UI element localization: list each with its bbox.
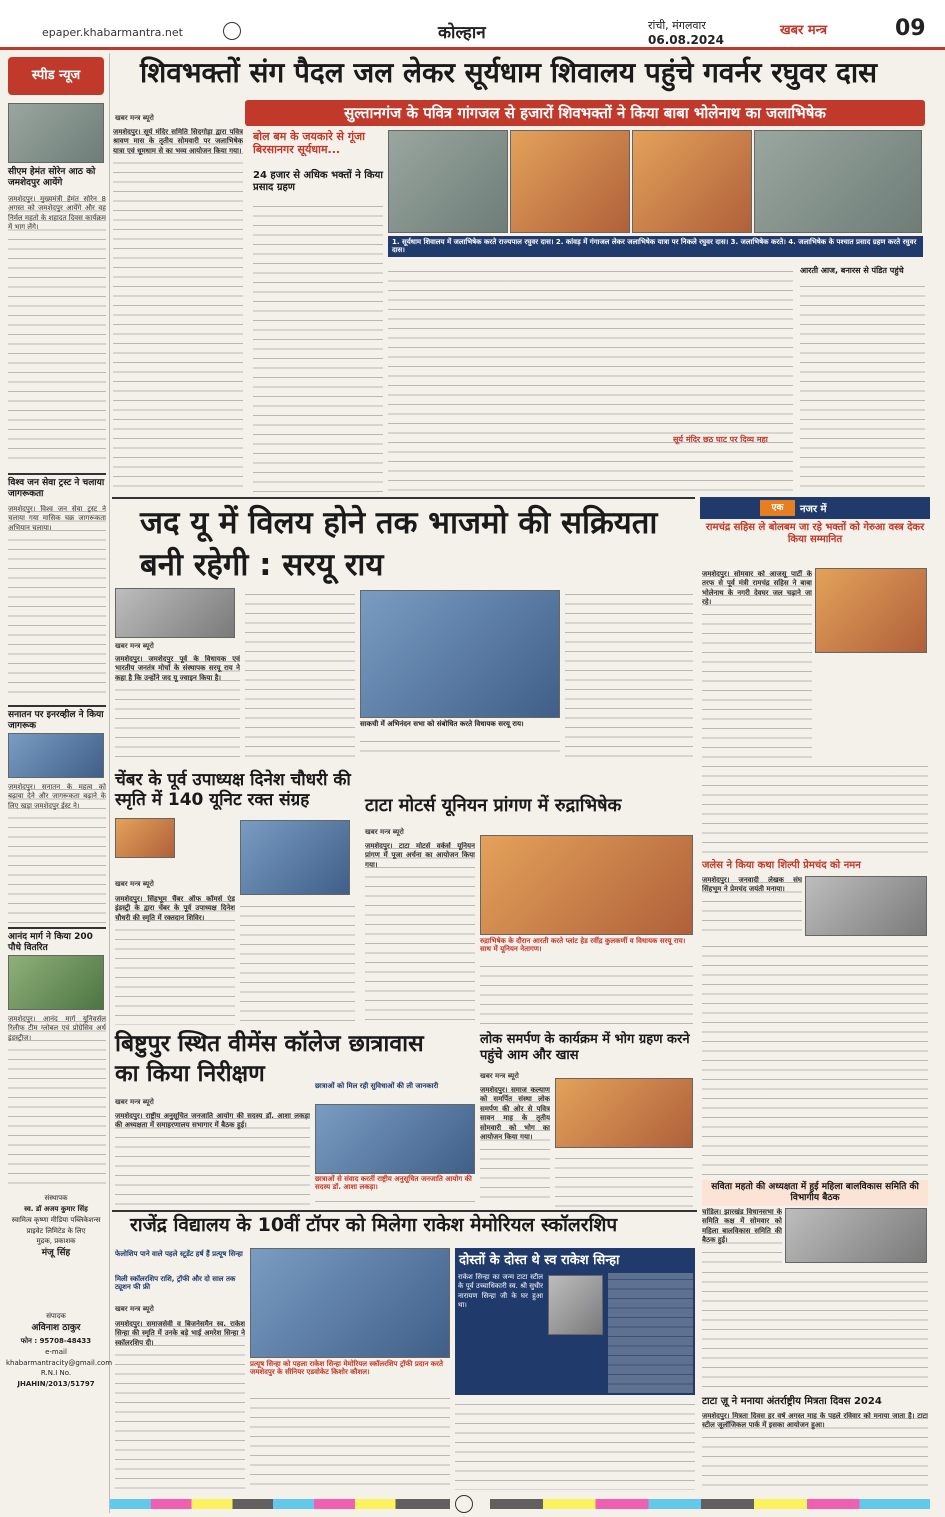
saryu-body-4: [565, 588, 693, 760]
imprint-line: स्वामित्व कृष्णा मीडिया पब्लिकेशन्स: [11, 1215, 101, 1224]
bishtupur-body: जमशेदपुर। राष्ट्रीय अनुसूचित जनजाति आयोग की सदस्य डॉ. आशा लकड़ा की अध्यक्षता में समाहरणालय सभागार में बैठक हुई।: [115, 1112, 310, 1207]
premchand-photo: [805, 876, 927, 936]
masthead-bar: [0, 0, 945, 50]
cm-photo: [8, 103, 104, 163]
saryu-main-photo: [360, 590, 560, 718]
imprint-line: JHAHIN/2013/51797: [17, 1380, 95, 1389]
rajendra-byline: खबर मन्त्र ब्यूरो: [115, 1305, 154, 1313]
lok-body: जमशेदपुर। समाज कल्याण को समर्पित संस्था लोक समर्पण की ओर से पवित्र सावन माह के तृतीय सोमवारी को भोग का आयोजन किया गया।: [480, 1086, 550, 1206]
savita-photo: [785, 1208, 927, 1263]
lead-banner: सुल्तानगंज के पवित्र गांगजल से हजारों शिवभक्तों ने किया बाबा भोलेनाथ का जलाभिषेक: [245, 100, 925, 126]
rule: [112, 497, 695, 499]
section-title: कोल्हान: [438, 23, 486, 43]
saryu-body-3: [360, 735, 560, 760]
nazar-label: नजर में: [800, 504, 827, 515]
lead-byline: खबर मन्त्र ब्यूरो: [115, 114, 154, 122]
page-number: 09: [895, 16, 926, 41]
tata-photo: [480, 835, 693, 935]
cmyk-bar: [490, 1499, 930, 1509]
rajendra-body-2: [250, 1392, 450, 1490]
tata-headline: टाटा मोटर्स यूनियन प्रांगण में रुद्राभिषेक: [365, 795, 622, 816]
color-registration-strip: [110, 1495, 940, 1513]
lead-photo-2: [510, 130, 630, 233]
bishtupur-byline: खबर मन्त्र ब्यूरो: [115, 1098, 154, 1106]
lead-headline: शिवभक्तों संग पैदल जल लेकर सूर्यधाम शिवालय पहुंचे गवर्नर रघुवर दास: [140, 56, 878, 89]
registration-mark-icon: [223, 22, 241, 40]
nazar-photo: [815, 568, 927, 653]
dost-headline: दोस्तों के दोस्त थे स्व राकेश सिन्हा: [455, 1248, 695, 1270]
saryu-photo: [115, 588, 235, 638]
imprint-line: संपादक: [46, 1312, 66, 1321]
bishtupur-caption: छात्राओं को मिल रही सुविधाओं की ली जानकारी: [315, 1082, 439, 1090]
tata-body: जमशेदपुर। टाटा मोटर्स वर्कर्स यूनियन प्रांगण में पूजा अर्चना का आयोजन किया गया।: [365, 842, 475, 1022]
premchand-body-2: [702, 940, 928, 1175]
imprint-line: फोन : 95708-48433: [20, 1336, 92, 1345]
rajendra-headline: राजेंद्र विद्यालय के 10वीं टॉपर को मिलेगा राकेश मेमोरियल स्कॉलरशिप: [130, 1214, 618, 1236]
imprint-line: स्व. डॉ अजय कुमार सिंह: [24, 1204, 88, 1213]
rajendra-bullet-1: फेलोशिप पाने वाले पहले स्टूडेंट हर्ष हैं प्रत्यूष सिन्हा: [115, 1250, 243, 1258]
brand-logo: खबर मन्त्र: [780, 23, 828, 38]
imprint-line: मुद्रक, प्रकाशक: [36, 1237, 76, 1246]
dost-body: राकेश सिन्हा का जन्म टाटा स्टील के पूर्व उच्चाधिकारी स्व. श्री सुधीर नारायण सिन्हा जी के घर हुआ था।: [458, 1273, 543, 1310]
city-day: रांची, मंगलवार: [648, 19, 706, 32]
saryu-headline: जद यू में विलय होने तक भाजमो की सक्रियता बनी रहेगी : सरयू राय: [140, 505, 658, 583]
rajendra-photo: [250, 1248, 450, 1358]
speed-news-logo: स्पीड न्यूज: [8, 57, 104, 95]
dost-body-3: [455, 1398, 695, 1490]
speed-news-body: जमशेदपुर। आनंद मार्ग यूनिवर्सल रिलीफ टीम ग्लोबल एवं प्रोग्रेसिव अर्थ इंडस्ट्रीज।: [8, 1015, 106, 1185]
speed-news-body: जमशेदपुर। विश्व जन सेवा ट्रस्ट ने चलाया गया मासिक चक्र जागरूकता अभियान चलाया।: [8, 505, 106, 701]
dost-body-2: [608, 1273, 693, 1393]
nazar-tag: एक: [760, 500, 795, 516]
rajendra-caption: प्रत्यूष सिन्हा को पहला राकेश सिन्हा मेमोरियल स्कॉलरशिप ट्रॉफी प्रदान करते जमशेदपुर के सीनियर एडवोकेट किशोर कौशल।: [250, 1360, 443, 1377]
lok-byline: खबर मन्त्र ब्यूरो: [480, 1072, 519, 1080]
dinesh-byline: खबर मन्त्र ब्यूरो: [115, 880, 154, 888]
innerwheel-photo: [8, 733, 104, 778]
bishtupur-caption-2: छात्राओं से संवाद करतीं राष्ट्रीय अनुसूचित जनजाति आयोग की सदस्य डॉ. आशा लकड़ा।: [315, 1175, 472, 1192]
nazar-headline: रामचंद्र सहिस ले बोलबम जा रहे भक्तों को गेरुआ वस्त्र देकर किया सम्मानित: [705, 522, 925, 545]
publisher-imprint: [6, 1193, 113, 1517]
rule: [112, 1210, 697, 1212]
dinesh-body-2: [240, 900, 355, 1025]
dinesh-inset: [115, 818, 175, 858]
tata-caption: रुद्राभिषेक के दौरान आरती करते प्लांट हेड रवींद्र कुलकर्णी व विधायक सरयू राय। साथ में यूनियन नेतागण।: [480, 937, 686, 954]
saryu-caption: साकची में अभिनंदन सभा को संबोधित करते विधायक सरयू राय।: [360, 720, 524, 728]
lead-body-2: [253, 200, 383, 493]
bishtupur-photo: [315, 1104, 475, 1174]
lok-headline: लोक समर्पण के कार्यक्रम में भोग ग्रहण करने पहुंचे आम और खास: [480, 1032, 690, 1063]
tata-zoo-body: जमशेदपुर। मित्रता दिवस हर वर्ष अगस्त माह के पहले रविवार को मनाया जाता है। टाटा स्टील जूलॉजिकल पार्क में इसका आयोजन हुआ।: [702, 1412, 928, 1490]
speed-news-title: आनंद मार्ग ने किया 200 पौधे वितरित: [8, 927, 106, 954]
cmyk-bar: [110, 1499, 450, 1509]
speed-news-body: जमशेदपुर। सनातन के महत्व को बढ़ावा देने और जागरूकता बढ़ाने के लिए खड़ा जमशेदपुर ईस्ट ने।: [8, 783, 106, 923]
imprint-line: R.N.I No.: [40, 1369, 72, 1378]
saryu-body-2: [245, 588, 355, 760]
imprint-line[interactable]: khabarmantracity@gmail.com: [6, 1358, 113, 1367]
dost-portrait: [548, 1275, 603, 1335]
imprint-line: e-mail: [45, 1347, 67, 1356]
lead-photo-3: [632, 130, 752, 233]
lead-sidebox-title: आरती आज, बनारस से पंडित पहुंचे: [800, 266, 904, 275]
lead-photo-1: [388, 130, 508, 233]
savita-headline: सविता महतो की अध्यक्षता में हुई महिला बालविकास समिति की विभागीय बैठक: [702, 1180, 928, 1206]
speed-news-body: जमशेदपुर। मुख्यमंत्री हेमंत सोरेन 8 अगस्त को जमशेदपुर आयेंगे और वह निर्मल महतो के शहादत दिवस कार्यक्रम में भाग लेंगे।: [8, 195, 106, 467]
speed-news-title: सीएम हेमंत सोरेन आठ को जमशेदपुर आयेंगे: [8, 167, 96, 188]
bishtupur-body-2: [315, 1195, 475, 1207]
rajendra-body: जमशेदपुर। समाजसेवी व बिजनेसमैन स्व. राकेश सिन्हा की स्मृति में उनके बड़े भाई अमरेश सिन्हा ने स्कॉलरशिप दी।: [115, 1320, 245, 1490]
nazar-body: जमशेदपुर। सोमवार को आजसू पार्टी के तरफ से पूर्व मंत्री रामचंद्र सहिस ने बाबा भोलेनाथ के नगरी देवघर जल चढ़ाने जा रहे।: [702, 570, 812, 760]
tata-zoo-headline: टाटा ज़ू ने मनाया अंतर्राष्ट्रीय मित्रता दिवस 2024: [702, 1396, 882, 1407]
rajendra-bullet-2: मिली स्कॉलरशिप राशि, ट्रॉफी और दो साल तक ट्यूशन फी फ्री: [115, 1275, 236, 1292]
imprint-line: मंजू सिंह: [41, 1248, 71, 1259]
bishtupur-headline: बिष्टुपुर स्थित वीमेंस कॉलेज छात्रावास का किया निरीक्षण: [115, 1031, 424, 1087]
imprint-line: अविनाश ठाकुर: [31, 1323, 81, 1333]
lead-sidebox-2: सूर्य मंदिर छठ घाट पर दिव्य महा: [673, 435, 768, 444]
lead-caption: 1. सूर्यधाम शिवालय में जलाभिषेक करते राज्यपाल रघुवर दास। 2. कांवड़ में गंगाजल लेकर जलाभिषेक यात्रा पर निकले रघुवर दास। 3. जलाभिषेक करते। 4. जलाभिषेक के पश्चात प्रसाद ग्रहण करते रघुवर दास।: [388, 236, 923, 257]
imprint-line: प्राइवेट लिमिटेड के लिए: [26, 1226, 86, 1235]
issue-date: 06.08.2024: [648, 33, 724, 47]
dinesh-photo: [240, 820, 350, 895]
nazar-body-2: [702, 760, 928, 855]
lok-photo: [555, 1078, 693, 1148]
lead-photo-4: [754, 130, 922, 233]
lok-body-2: [555, 1152, 693, 1207]
premchand-headline: जलेस ने किया कथा शिल्पी प्रेमचंद को नमन: [702, 860, 861, 871]
savita-body: चांडिल। झारखंड विधानसभा के समिति कक्ष में सोमवार को महिला बालविकास समिति की बैठक हुई।: [702, 1208, 782, 1263]
lead-body-3: [388, 265, 793, 493]
speed-news-title: विश्व जन सेवा ट्रस्ट ने चलाया जागरूकता: [8, 473, 106, 500]
dinesh-headline: चेंबर के पूर्व उपाध्यक्ष दिनेश चौधरी की स्मृति में 140 यूनिट रक्त संग्रह: [115, 770, 351, 811]
speed-news-title: सनातन पर इनरव्हील ने किया जागरूक: [8, 705, 106, 732]
lead-subhead: 24 हजार से अधिक भक्तों ने किया प्रसाद ग्रहण: [253, 170, 383, 193]
plantation-photo: [8, 955, 104, 1010]
saryu-byline: खबर मन्त्र ब्यूरो: [115, 642, 154, 650]
tata-body-2: [480, 960, 693, 1025]
registration-mark-icon: [455, 1495, 473, 1513]
dinesh-body: जमशेदपुर। सिंहभूम चैंबर ऑफ कॉमर्स एंड इंडस्ट्री के द्वारा चेंबर के पूर्व उपाध्यक्ष दिनेश चौधरी की स्मृति में रक्तदान शिविर।: [115, 895, 235, 1025]
tata-byline: खबर मन्त्र ब्यूरो: [365, 828, 404, 836]
lead-body: जमशेदपुर। सूर्य मंदिर समिति सिदगोड़ा द्वारा पवित्र श्रावण मास के तृतीय सोमवारी पर जलाभिषेक यात्रा एवं धूमधाम से का भव्य आयोजन किया गया।: [113, 128, 243, 493]
saryu-body: जमशेदपुर। जमशेदपुर पूर्व के विधायक एवं भारतीय जनतंत्र मोर्चा के संस्थापक सरयू राय ने कहा है कि उन्होंने जद यू ज्वाइन किया है।: [115, 655, 240, 760]
left-column: [0, 53, 113, 1513]
imprint-line: संस्थापक: [44, 1194, 68, 1202]
epaper-url[interactable]: epaper.khabarmantra.net: [42, 26, 183, 39]
premchand-body: जमशेदपुर। जनवादी लेखक संघ सिंहभूम ने प्रेमचंद जयंती मनाया।: [702, 876, 802, 936]
savita-body-2: [702, 1266, 928, 1391]
lead-sidebox-body: [800, 280, 925, 493]
lead-quote: बोल बम के जयकारे से गूंजा बिरसानगर सूर्यधाम...: [253, 130, 366, 157]
